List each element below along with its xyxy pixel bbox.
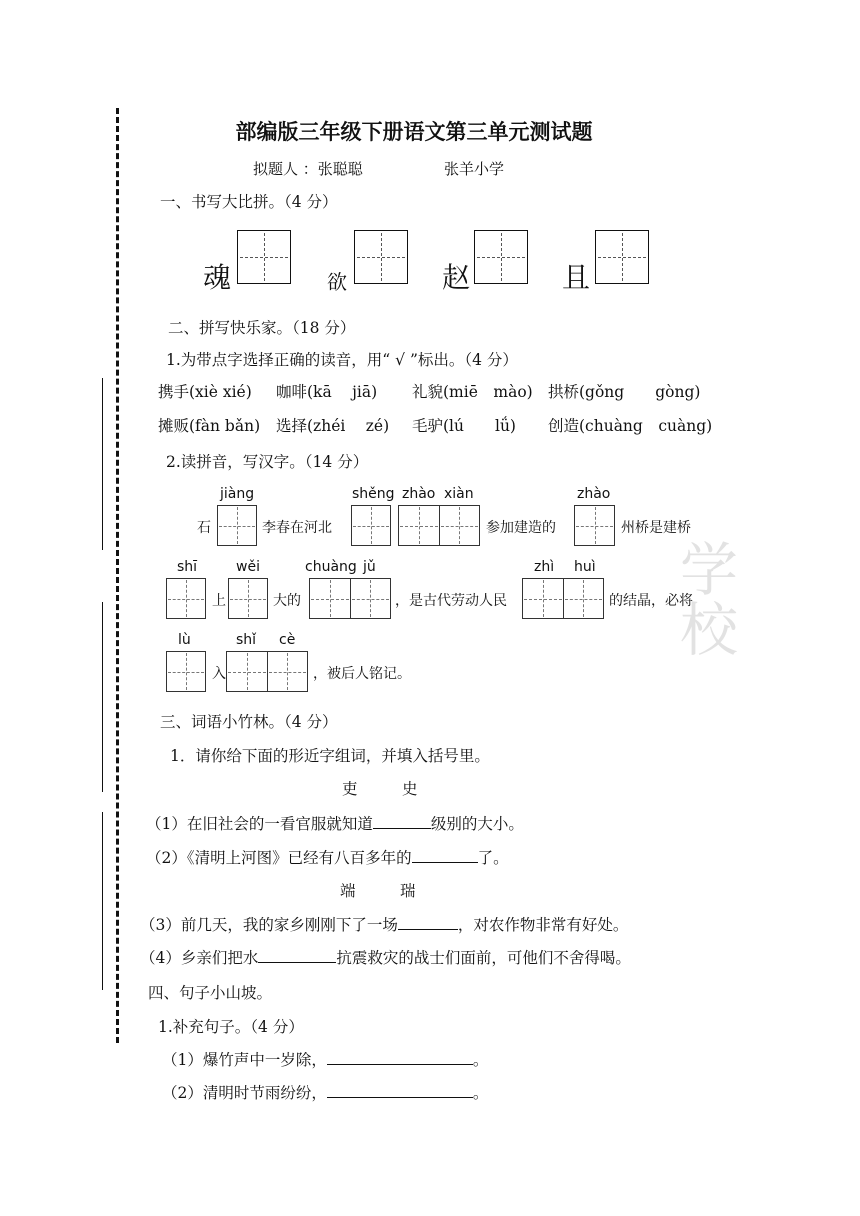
pinyin: chuàng xyxy=(305,559,357,575)
fill-blank[interactable] xyxy=(327,1083,473,1098)
binding-dash-line xyxy=(116,108,119,1043)
sentence-text: 州桥是建桥 xyxy=(621,520,691,536)
pinyin: zhào xyxy=(577,486,611,502)
copy-char: 欲 xyxy=(327,270,347,294)
answer-box[interactable] xyxy=(351,505,391,546)
similar-char: 吏 xyxy=(342,780,358,798)
pinyin: shī xyxy=(177,559,198,575)
sentence-text: 李春在河北 xyxy=(262,520,332,536)
pinyin-choice: 摊贩(fàn bǎn) xyxy=(158,417,261,435)
sentence-text: ，是古代劳动人民 xyxy=(395,593,507,609)
pinyin-choice: 咖啡(kā jiā) xyxy=(276,383,378,401)
answer-box[interactable] xyxy=(228,578,268,619)
pinyin-choice: 毛驴(lú lǘ) xyxy=(412,417,516,435)
question-3-1: 1．请你给下面的形近字组词，并填入括号里。 xyxy=(170,747,490,765)
fill-text: （2）《清明上河图》已经有八百多年的 xyxy=(146,849,412,867)
answer-box[interactable] xyxy=(226,651,308,692)
page-title: 部编版三年级下册语文第三单元测试题 xyxy=(235,119,593,144)
section-1-heading: 一、书写大比拼。（4 分） xyxy=(160,193,338,211)
pinyin: cè xyxy=(279,632,296,648)
fill-text: （4）乡亲们把水 xyxy=(140,949,259,967)
copy-char: 且 xyxy=(562,261,591,294)
sentence-text: 参加建造的 xyxy=(486,520,556,536)
sentence-text: 上 xyxy=(212,593,226,609)
writing-grid[interactable] xyxy=(354,230,408,284)
answer-box[interactable] xyxy=(309,578,391,619)
fill-blank[interactable] xyxy=(373,814,431,829)
answer-box[interactable] xyxy=(166,578,206,619)
margin-line xyxy=(102,602,103,792)
question-4-1: 1.补充句子。（4 分） xyxy=(158,1018,304,1036)
fill-sentence xyxy=(140,946,631,968)
sentence-text: ，被后人铭记。 xyxy=(313,666,411,682)
similar-char: 端 xyxy=(340,882,356,900)
sentence-text: 大的 xyxy=(273,593,301,609)
writing-grid[interactable] xyxy=(474,230,528,284)
pinyin-choice: 选择(zhéi zé) xyxy=(276,417,390,435)
similar-char: 瑞 xyxy=(400,882,416,900)
fill-blank[interactable] xyxy=(412,848,478,863)
fill-text: 。 xyxy=(472,1084,489,1102)
fill-text: （1）爆竹声中一岁除， xyxy=(162,1051,327,1069)
fill-sentence xyxy=(146,846,509,868)
pinyin: shěng xyxy=(352,486,395,502)
pinyin: wěi xyxy=(236,559,260,575)
section-2-heading: 二、拼写快乐家。（18 分） xyxy=(168,319,356,337)
pinyin: shǐ xyxy=(236,632,257,648)
watermark: 学校 xyxy=(680,536,739,664)
fill-text: 级别的大小。 xyxy=(430,815,524,833)
copy-char: 魂 xyxy=(203,261,232,294)
sentence-text: 石 xyxy=(197,520,211,536)
fill-text: ，对农作物非常有好处。 xyxy=(457,916,629,934)
fill-sentence xyxy=(140,913,628,935)
fill-text: （3）前几天，我的家乡刚刚下了一场 xyxy=(140,916,398,934)
pinyin: jǔ xyxy=(363,559,376,575)
sentence-text: 入 xyxy=(212,666,226,682)
pinyin: lù xyxy=(178,632,191,648)
fill-sentence xyxy=(162,1048,488,1070)
fill-text: （2）清明时节雨纷纷， xyxy=(162,1084,327,1102)
fill-text: 了。 xyxy=(477,849,509,867)
pinyin: huì xyxy=(574,559,596,575)
fill-sentence xyxy=(162,1081,488,1103)
sentence-text: 的结晶，必将 xyxy=(609,593,693,609)
pinyin-choice: 创造(chuàng cuàng) xyxy=(548,417,713,435)
fill-sentence xyxy=(146,812,524,834)
fill-text: （1）在旧社会的一看官服就知道 xyxy=(146,815,373,833)
school: 张羊小学 xyxy=(444,160,505,178)
pinyin-choice: 携手(xiè xié) xyxy=(158,383,252,401)
fill-blank[interactable] xyxy=(398,915,458,930)
question-2-1: 1.为带点字选择正确的读音，用“ √ ”标出。（4 分） xyxy=(166,351,518,369)
question-2-2: 2.读拼音，写汉字。（14 分） xyxy=(166,453,369,471)
pinyin: jiàng xyxy=(220,486,255,502)
writing-grid[interactable] xyxy=(237,230,291,284)
answer-box[interactable] xyxy=(574,505,615,546)
fill-text: 抗震救灾的战士们面前，可他们不舍得喝。 xyxy=(336,949,631,967)
fill-blank[interactable] xyxy=(258,948,336,963)
section-3-heading: 三、词语小竹林。（4 分） xyxy=(160,713,338,731)
pinyin: zhào xyxy=(402,486,436,502)
pinyin-choice: 礼貌(miē mào) xyxy=(412,383,533,401)
pinyin: zhì xyxy=(534,559,555,575)
answer-box[interactable] xyxy=(398,505,480,546)
answer-box[interactable] xyxy=(217,505,257,546)
pinyin: xiàn xyxy=(444,486,474,502)
copy-char: 赵 xyxy=(442,261,471,294)
answer-box[interactable] xyxy=(522,578,604,619)
similar-char: 史 xyxy=(402,780,418,798)
writing-grid[interactable] xyxy=(595,230,649,284)
answer-box[interactable] xyxy=(166,651,206,692)
author: 拟题人 ：张聪聪 xyxy=(253,160,363,178)
margin-line xyxy=(102,812,103,990)
fill-blank[interactable] xyxy=(327,1050,473,1065)
fill-text: 。 xyxy=(472,1051,489,1069)
margin-line xyxy=(102,378,103,550)
pinyin-choice: 拱桥(gǒng gòng) xyxy=(548,383,701,401)
section-4-heading: 四、句子小山坡。 xyxy=(148,984,273,1002)
